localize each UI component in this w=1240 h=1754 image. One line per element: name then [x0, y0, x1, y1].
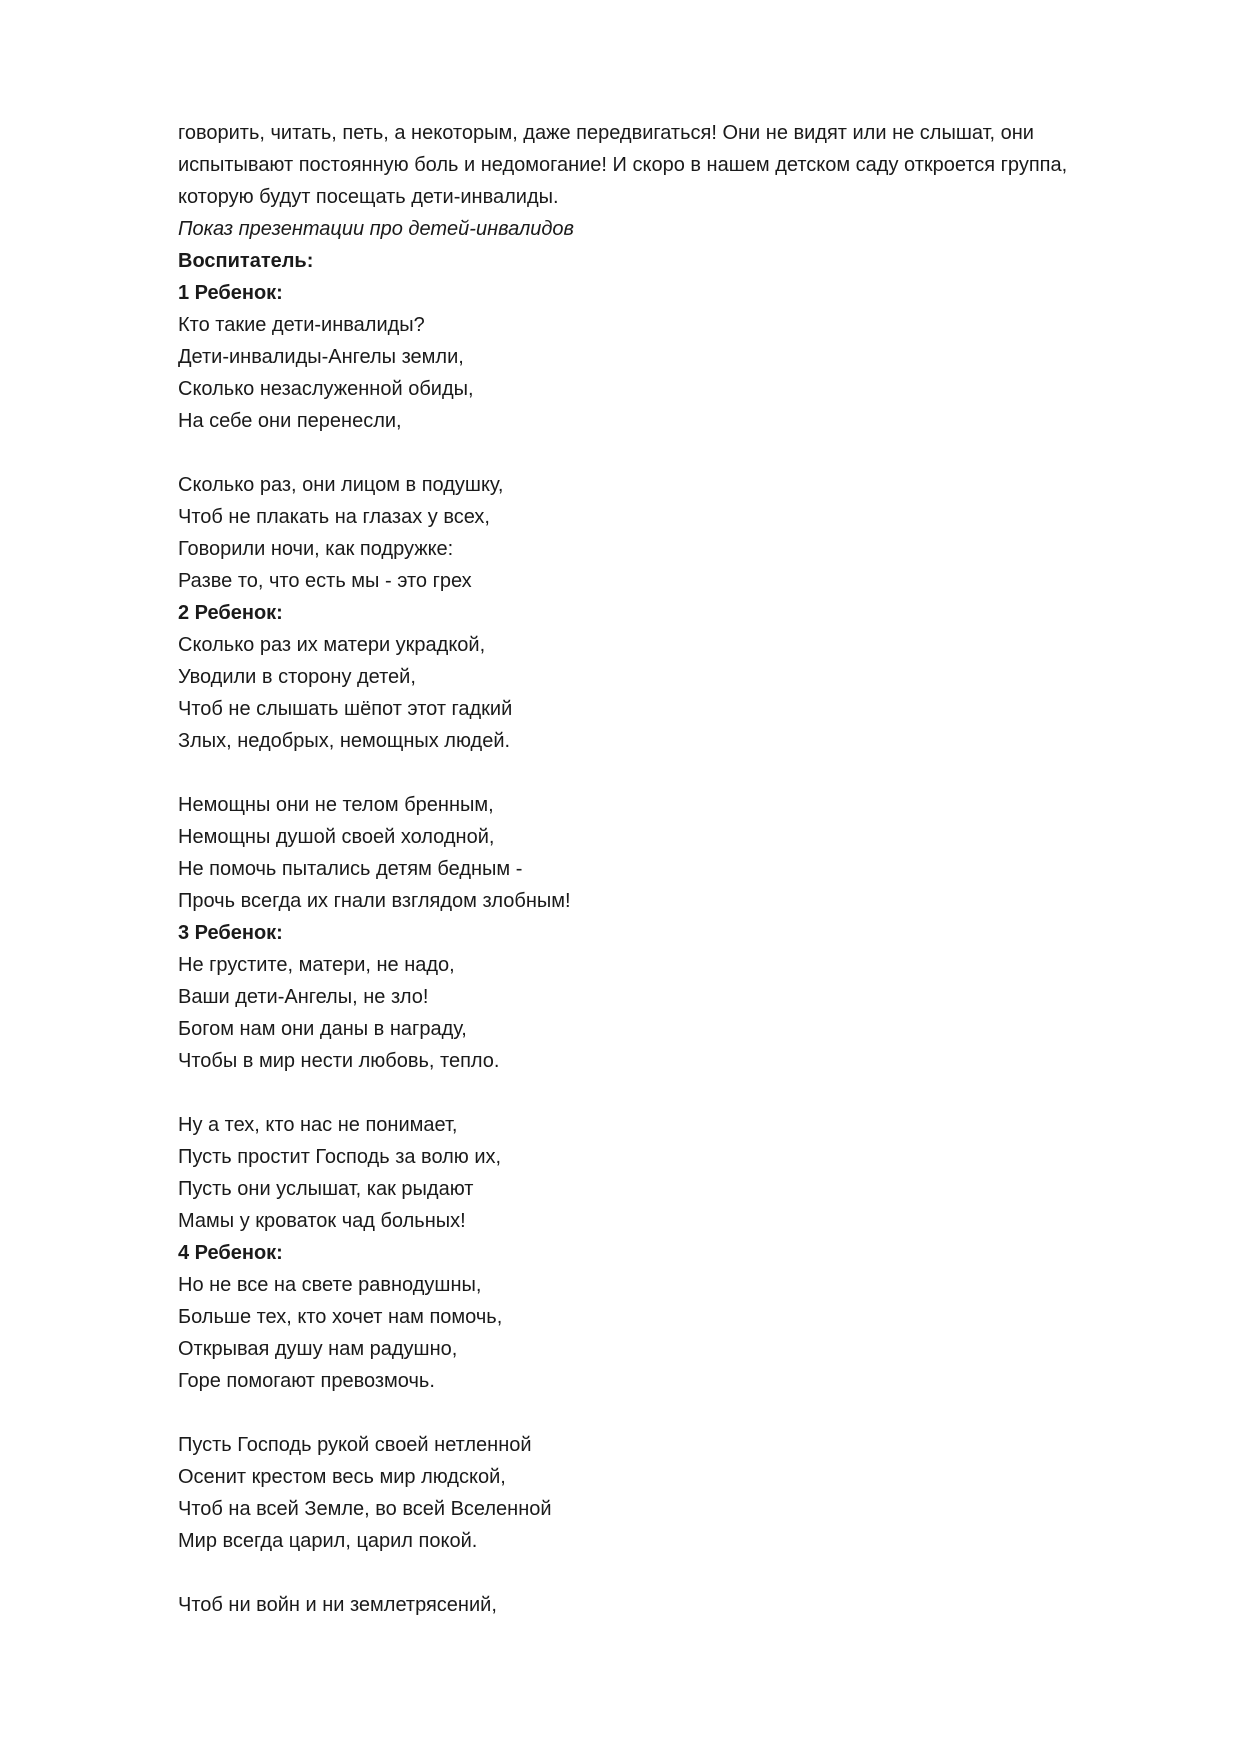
poem-line: Немощны душой своей холодной,: [178, 826, 495, 848]
poem-line: Осенит крестом весь мир людской,: [178, 1466, 506, 1488]
poem-line: Дети-инвалиды-Ангелы земли,: [178, 346, 464, 368]
intro-line: которую будут посещать дети-инвалиды.: [178, 186, 559, 208]
poem-line: Не помочь пытались детям бедным -: [178, 858, 523, 880]
poem-line: Больше тех, кто хочет нам помочь,: [178, 1306, 503, 1328]
poem-line: Пусть они услышат, как рыдают: [178, 1178, 474, 1200]
poem-line: Пусть простит Господь за волю их,: [178, 1146, 502, 1168]
poem-line: Открывая душу нам радушно,: [178, 1338, 458, 1360]
poem-line: Чтоб ни войн и ни землетрясений,: [178, 1594, 497, 1616]
poem-line: Чтобы в мир нести любовь, тепло.: [178, 1050, 500, 1072]
poem-line: Кто такие дети-инвалиды?: [178, 314, 425, 336]
intro-line: говорить, читать, петь, а некоторым, даже передвигаться! Они не видят или не слышат, они: [178, 122, 1034, 144]
poem-line: Чтоб на всей Земле, во всей Вселенной: [178, 1498, 552, 1520]
stage-direction: Показ презентации про детей-инвалидов: [178, 218, 574, 240]
poem-line: Горе помогают превозмочь.: [178, 1370, 435, 1392]
stanza-break: [178, 437, 1138, 469]
intro-line: испытывают постоянную боль и недомогание! И скоро в нашем детском саду откроется группа,: [178, 154, 1068, 176]
speaker-label-child-2: 2 Ребенок:: [178, 602, 283, 624]
stanza-break: [178, 1557, 1138, 1589]
poem-line: Мамы у кроваток чад больных!: [178, 1210, 466, 1232]
speaker-label-teacher: Воспитатель:: [178, 250, 314, 272]
poem-line: Чтоб не плакать на глазах у всех,: [178, 506, 490, 528]
poem-line: Богом нам они даны в награду,: [178, 1018, 467, 1040]
speaker-label-child-4: 4 Ребенок:: [178, 1242, 283, 1264]
poem-line: Сколько раз, они лицом в подушку,: [178, 474, 504, 496]
poem-line: Ну а тех, кто нас не понимает,: [178, 1114, 458, 1136]
speaker-label-child-3: 3 Ребенок:: [178, 922, 283, 944]
poem-line: Мир всегда царил, царил покой.: [178, 1530, 478, 1552]
poem-line: Прочь всегда их гнали взглядом злобным!: [178, 890, 571, 912]
poem-line: Чтоб не слышать шёпот этот гадкий: [178, 698, 513, 720]
stanza-break: [178, 1397, 1138, 1429]
poem-line: Ваши дети-Ангелы, не зло!: [178, 986, 429, 1008]
poem-line: Злых, недобрых, немощных людей.: [178, 730, 511, 752]
poem-line: Не грустите, матери, не надо,: [178, 954, 455, 976]
document-body: [178, 117, 1138, 1621]
poem-line: Сколько незаслуженной обиды,: [178, 378, 474, 400]
stanza-break: [178, 1077, 1138, 1109]
poem-line: Уводили в сторону детей,: [178, 666, 416, 688]
poem-line: Но не все на свете равнодушны,: [178, 1274, 482, 1296]
poem-line: Пусть Господь рукой своей нетленной: [178, 1434, 532, 1456]
poem-line: На себе они перенесли,: [178, 410, 402, 432]
stanza-break: [178, 757, 1138, 789]
poem-line: Говорили ночи, как подружке:: [178, 538, 454, 560]
poem-line: Сколько раз их матери украдкой,: [178, 634, 486, 656]
poem-line: Разве то, что есть мы - это грех: [178, 570, 472, 592]
poem-line: Немощны они не телом бренным,: [178, 794, 494, 816]
speaker-label-child-1: 1 Ребенок:: [178, 282, 283, 304]
